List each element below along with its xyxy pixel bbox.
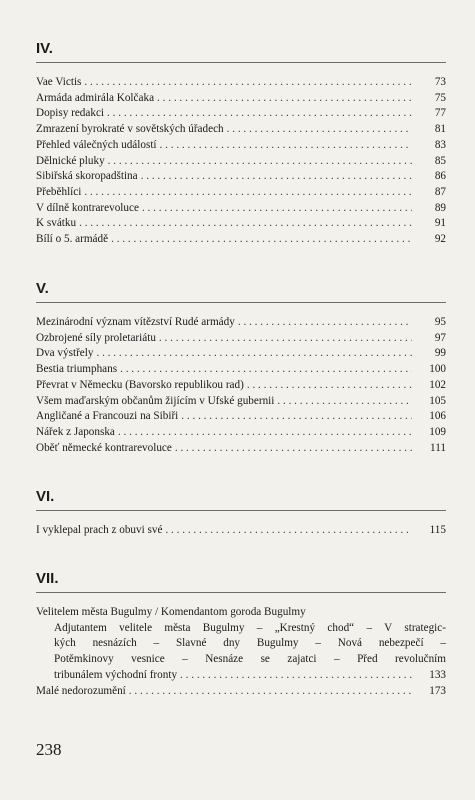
toc-group-subentries: Adjutantem velitele města Bugulmy – „Krestný chod“ – V strategic- (54, 621, 446, 634)
page-number: 238 (36, 740, 62, 759)
toc-entry-page: 115 (429, 524, 446, 536)
toc-entry-title: Všem maďarským občanům žijícím v Ufské gubernii (36, 394, 275, 407)
toc-entry-page: 77 (434, 107, 446, 120)
toc-entry-page: 102 (429, 378, 446, 391)
toc-entry[interactable] (36, 185, 446, 201)
leader-dots (277, 394, 412, 410)
leader-dots (111, 232, 412, 248)
leader-dots (157, 91, 412, 107)
toc-entry-page: 87 (434, 185, 446, 198)
toc-entry-page: 91 (434, 217, 446, 230)
toc-entry-page: 100 (429, 363, 446, 376)
toc-list (36, 523, 446, 539)
toc-group-subentries: kých nesnázích – Slavné dny Bugulmy – Nová nebezpečí – (54, 637, 446, 650)
toc-list (36, 605, 446, 699)
toc-entry-page: 95 (434, 316, 446, 328)
toc-entry-title: Vae Victis (36, 76, 82, 88)
leader-dots (79, 216, 412, 232)
toc-entry-page: 105 (429, 394, 446, 407)
leader-dots (141, 169, 412, 185)
toc-entry[interactable] (36, 201, 446, 217)
toc-entry-page: 106 (429, 410, 446, 423)
section-rule (36, 302, 446, 303)
leader-dots (159, 331, 412, 347)
toc-entry[interactable] (36, 75, 446, 91)
toc-entry[interactable] (36, 425, 446, 441)
toc-entry[interactable] (36, 315, 446, 331)
toc-entry-title: Dělnické pluky (36, 154, 105, 167)
toc-entry-title: Bílí o 5. armádě (36, 233, 109, 246)
toc-entry-title: tribunálem východní fronty (54, 668, 178, 681)
toc-entry[interactable] (36, 106, 446, 122)
section-rule (36, 510, 446, 511)
leader-dots (84, 75, 412, 91)
toc-entry-title: Sibiřská skoropadština (36, 170, 138, 183)
toc-entry[interactable] (36, 331, 446, 347)
toc-entry-title: Ozbrojené síly proletariátu (36, 331, 156, 344)
toc-entry-page: 133 (429, 668, 446, 681)
toc-entry-page: 92 (434, 233, 446, 246)
toc-list (36, 315, 446, 456)
toc-entry-title: Dva výstřely (36, 347, 94, 360)
toc-group-heading[interactable]: Velitelem města Bugulmy / Komendantom goroda Bugulmy (36, 606, 306, 618)
toc-entry-page: 75 (434, 91, 446, 104)
toc-entry[interactable] (36, 394, 446, 410)
leader-dots (107, 106, 412, 122)
toc-entry-title: Dopisy redakci (36, 107, 105, 120)
toc-entry-title: Převrat v Německu (Bavorsko republikou rad) (36, 378, 244, 391)
section-title: VI. (36, 488, 55, 505)
toc-entry[interactable] (36, 346, 446, 362)
section-rule (36, 592, 446, 593)
toc-entry-title: Malé nedorozumění (36, 684, 126, 697)
section-rule (36, 62, 446, 63)
toc-entry[interactable] (36, 409, 446, 425)
leader-dots (118, 425, 412, 441)
toc-entry-title: Angličané a Francouzi na Sibiři (36, 410, 179, 423)
leader-dots (96, 346, 412, 362)
section-vi (36, 488, 446, 539)
toc-entry-page: 81 (434, 123, 446, 136)
toc-list (36, 75, 446, 248)
section-vii (36, 570, 446, 699)
toc-entry-title: Bestia triumphans (36, 363, 118, 376)
toc-entry-title: I vyklepal prach z obuvi své (36, 524, 163, 536)
toc-entry-page: 99 (434, 347, 446, 360)
toc-entry-title: K svátku (36, 217, 77, 230)
section-title: IV. (36, 40, 53, 57)
toc-entry-title: Zmrazení byrokraté v sovětských úřadech (36, 123, 224, 136)
leader-dots (175, 441, 412, 457)
toc-entry[interactable] (36, 362, 446, 378)
toc-entry[interactable] (36, 232, 446, 248)
leader-dots (108, 154, 412, 170)
section-title: V. (36, 280, 49, 297)
section-iv (36, 40, 446, 248)
leader-dots (227, 122, 412, 138)
toc-entry[interactable] (36, 216, 446, 232)
toc-entry[interactable] (36, 154, 446, 170)
toc-entry-page: 86 (434, 170, 446, 183)
leader-dots (247, 378, 412, 394)
toc-entry[interactable] (36, 91, 446, 107)
toc-entry-title: Přeběhlíci (36, 185, 82, 198)
toc-entry-page: 111 (430, 441, 446, 454)
leader-dots (129, 684, 412, 700)
toc-entry[interactable] (36, 138, 446, 154)
toc-entry[interactable] (36, 684, 446, 700)
toc-entry[interactable] (36, 668, 446, 684)
toc-entry-title: Oběť německé kontrarevoluce (36, 441, 172, 454)
toc-entry-title: V dílně kontrarevoluce (36, 201, 139, 214)
toc-entry[interactable] (36, 122, 446, 138)
toc-entry-title: Armáda admirála Kolčaka (36, 91, 155, 104)
toc-entry-page: 85 (434, 154, 446, 167)
leader-dots (165, 523, 412, 539)
leader-dots (238, 315, 412, 331)
toc-group-subentries: Potěmkinovy vesnice – Nesnáze se zajatci – Před revolučním (54, 653, 446, 666)
toc-entry[interactable] (36, 169, 446, 185)
leader-dots (181, 409, 412, 425)
leader-dots (160, 138, 412, 154)
section-v (36, 280, 446, 456)
toc-entry[interactable] (36, 378, 446, 394)
toc-entry-page: 89 (434, 201, 446, 214)
toc-entry-page: 83 (434, 138, 446, 151)
toc-entry-title: Mezinárodní význam vítězství Rudé armády (36, 316, 235, 328)
toc-entry-title: Nářek z Japonska (36, 425, 115, 438)
leader-dots (120, 362, 412, 378)
toc-entry-page: 109 (429, 425, 446, 438)
toc-entry[interactable] (36, 523, 446, 539)
leader-dots (84, 185, 412, 201)
toc-entry-page: 73 (434, 76, 446, 88)
leader-dots (180, 668, 412, 684)
toc-entry-page: 97 (434, 331, 446, 344)
section-title: VII. (36, 570, 59, 587)
toc-entry-page: 173 (429, 684, 446, 697)
toc-entry[interactable] (36, 441, 446, 457)
toc-entry-title: Přehled válečných událostí (36, 138, 157, 151)
leader-dots (142, 201, 412, 217)
